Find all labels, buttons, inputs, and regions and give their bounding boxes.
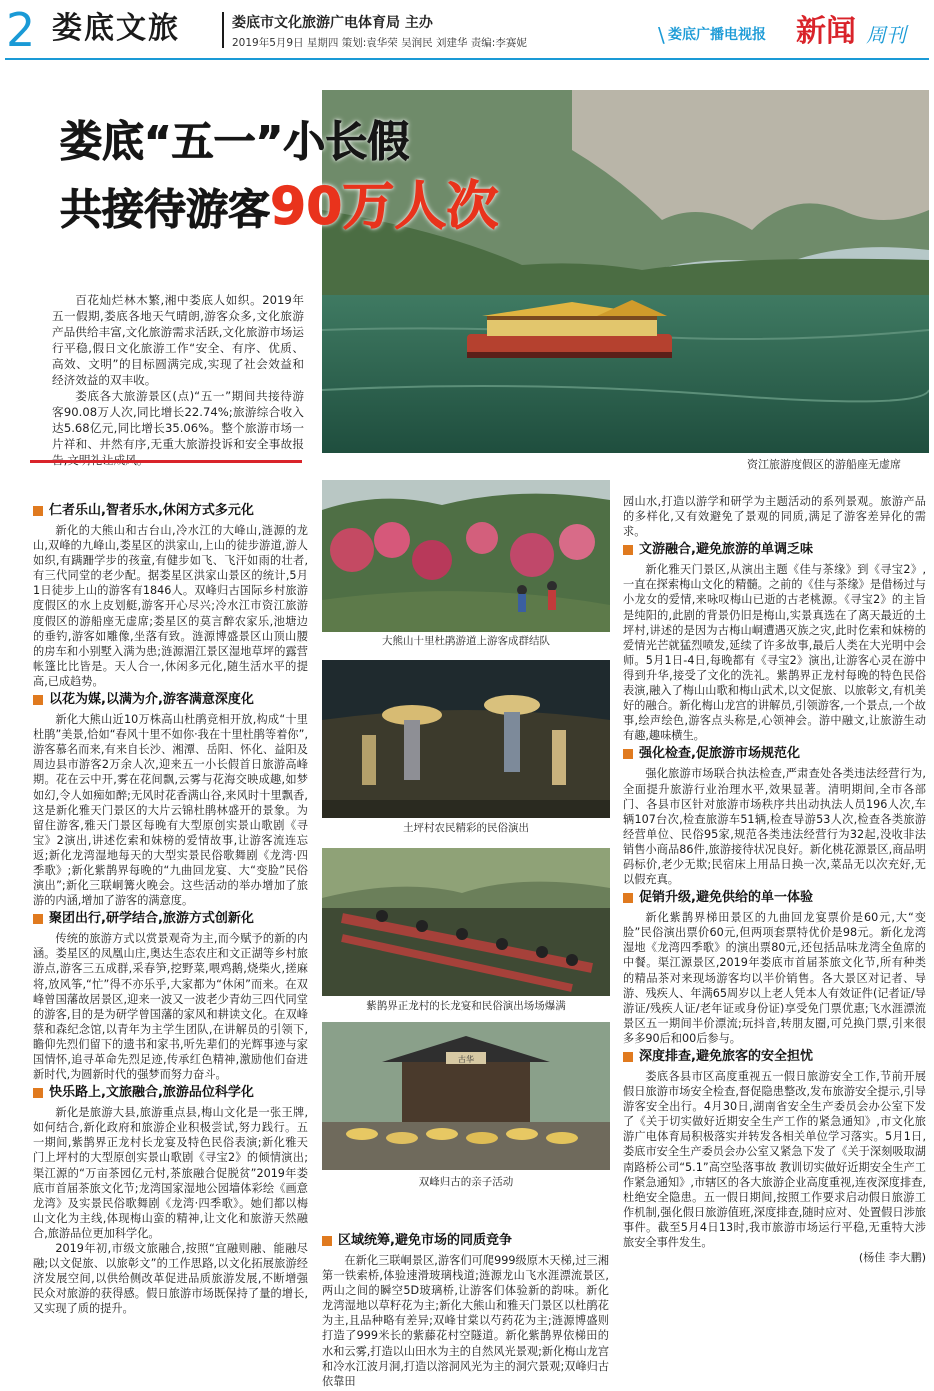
section-marker-icon — [623, 545, 633, 555]
azalea-trail-photo — [322, 480, 610, 632]
section-title-8: 促销升级,避免供给的单一体验 — [639, 890, 813, 906]
article-paragraph: 新化雅天门景区,从演出主题《佳与茶缘》到《寻宝2》,一直在探索梅山文化的精髓。之前的《佳与茶缘》是借杨过与小龙女的爱情,来咏叹梅山已逝的古老桃源。《寻宝2》的主旨是纯阳的,此剧的背景仍旧是梅山,实景真选在了离天最近的土坪村,讲述的是因为古梅山峒遭遇灭族之灾,此时仡索和妹榜的爱情光芒就猛烈喷发,延续了许多故事,最后人类在大光明中会师。5月1日-4日,每晚都有《寻宝2》演出,让游客心灵在游中得到升华,接受了文化的洗礼。紫鹊界正龙村每晚的特色民俗表演,融入了梅山山歌和梅山武术,以文促旅、以旅彰文,有机美好的融合。新化梅山龙宫的讲解员,引领游客,一个景点,一个故事,绘声绘色,游客点头称是,心领神会。游中融文,让旅游生动有趣,趣味横生。 — [623, 563, 926, 743]
photo-caption-1: 大熊山十里杜鹃游道上游客成群结队 — [382, 635, 550, 647]
page-number: 2 — [6, 3, 36, 57]
article-paragraph: 新化大熊山近10万株高山杜鹃竞相开放,构成“十里杜鹃”美景,恰如“春风十里不如你·我在十里杜鹃等着你”,游客慕名而来,有来自长沙、湘潭、岳阳、怀化、益阳及周边县市游客2万余人次,迎来五一小长假首日旅游高峰期。花在云中开,雾在花间飘,云雾与花海交映成趣,如梦如幻,令人如痴如醉;无风时花香满山谷,来风时十里飘香,这是新化雅天门景区的大片云锦杜鹃林盛开的景象。为留住游客,雅天门景区每晚有大型原创实景山歌剧《寻宝》2演出,讲述仡索和妹榜的爱情故事,让游客流连忘返;新化龙湾湿地每天的大型实景民俗歌舞剧《龙湾·四季歌》;新化紫鹊界每晚的“九曲回龙宴、大“变脸”民俗演出”;新化三联峒篝火晚会。这些活动的举办增加了旅游的内涵,增加了游客的满意度。 — [33, 713, 308, 908]
section-title-5: 区域统筹,避免市场的同质竞争 — [338, 1233, 512, 1248]
brand-name: 娄底广播电视报 — [668, 27, 766, 43]
family-activity-photo — [322, 1022, 610, 1170]
section-heading — [623, 1048, 926, 1066]
masthead-news: 新闻 — [796, 14, 856, 49]
middle-column — [322, 1230, 609, 1389]
intro-block — [52, 292, 304, 468]
section-heading — [623, 745, 926, 763]
section-marker-icon — [33, 695, 43, 705]
section-marker-icon — [33, 914, 43, 924]
intro-paragraph-2: 娄底各大旅游景区(点)“五一”期间共接待游客90.08万人次,同比增长22.74%;旅游综合收入达5.68亿元,同比增长35.06%。整个旅游市场一片祥和、井然有序,无重大旅游投诉和安全事故报 — [52, 389, 304, 451]
section-marker-icon — [33, 1088, 43, 1098]
photo-caption-3: 紫鹊界正龙村的长龙宴和民俗演出场场爆满 — [366, 1000, 566, 1012]
photo-caption-4: 双峰归古的亲子活动 — [418, 1176, 514, 1188]
section-marker-icon — [623, 893, 633, 903]
section-heading — [33, 910, 308, 928]
family-activity-photo-image — [322, 1022, 610, 1170]
section-heading — [33, 1084, 308, 1102]
headline-line-1: 娄底“五一”小长假 — [60, 117, 410, 166]
section-title-3: 聚团出行,研学结合,旅游方式创新化 — [49, 911, 254, 927]
long-dragon-feast-photo-image — [322, 848, 610, 996]
section-marker-icon — [33, 506, 43, 516]
article-paragraph: 强化旅游市场联合执法检查,严肃查处各类违法经营行为,全面提升旅游行业治理水平,效果显著。清明期间,全市各部门、各县市区针对旅游市场秩序共出动执法人员196人次,车辆107台次,检查旅游车51辆,检查导游53人次,检查各类旅游经营单位、民俗95家,规范各类违法经营行为32起,没收非法销售小商品86件,旅游接待状况良好。新化桃花源景区,商品明码标价,老少无欺;民宿床上用品日换一次,菜品无以次充好,无以假充真。 — [623, 767, 926, 887]
section-heading — [623, 889, 926, 907]
headline-line-2 — [60, 177, 660, 237]
section-heading — [623, 541, 926, 559]
section-marker-icon — [623, 749, 633, 759]
article-paragraph: 新化紫鹊界梯田景区的九曲回龙宴票价是60元,大“变脸”民俗演出票价60元,但两项套票特优价是98元。新化龙湾湿地《龙湾四季歌》的演出票80元,还包括品味龙湾全鱼席的中餐。渠江源景区,2019年娄底市首届茶旅文化节,所有种类的精品茶对来现场游客均以半价销售。各大景区对记者、导游、残疾人、年满65周岁以上老人凭本人有效证件(记者证/导游证/残疾人证/老年证或身份证)享受免门票优惠;飞水涯漂流景区五一期间半价漂流;玩抖音,转朋友圈,可兑换门票,引来很多多90后和00后参与。 — [623, 911, 926, 1045]
hero-caption: 资江旅游度假区的游船座无虚席 — [747, 458, 901, 471]
brand-slash-icon: \ — [658, 23, 665, 47]
section-title-6: 文游融合,避免旅游的单调乏味 — [639, 542, 813, 558]
article-paragraph: 新化是旅游大县,旅游重点县,梅山文化是一张王牌,如何结合,新化政府和旅游企业积极尝试,努力践行。五一期间,紫鹊界正龙村长龙宴及特色民俗表演;新化雅天门上坪村的大型原创实景山歌剧《寻宝2》的倾情演出;渠江源的“万亩茶园亿元村,茶旅融合促脱贫”2019年娄底市首届茶旅文化节;龙湾国家湿地公园墙体彩绘《画意龙湾》及实景民俗歌舞剧《龙湾·四季歌》。她们都以梅山文化为主线,体现梅山蛮的精神,让文化和旅游天然融合,旅游品位更加科学化。 — [33, 1106, 308, 1240]
right-column — [623, 494, 926, 1265]
article-paragraph: 新化的大熊山和古台山,冷水江的大峰山,涟源的龙山,双峰的九峰山,娄星区的洪家山,上山的徒步游道,游人如织,有蹒跚学步的孩童,有健步如飞、飞汗如雨的壮者,有三代同堂的老少配。据娄星区洪家山景区的统计,5月1日徒步上山的游客有1846人。双峰归古国际乡村旅游度假区的水上皮划艇,游客开心尽兴;冷水江市资江旅游度假区的游船座无虚席;娄星区的莫言醉农家乐,池塘边的垂钓,游客如雕像,坐落有致。涟源博盛景区山顶山腰的房车和小别墅入满为患;涟源湄江景区湿地草坪的露营帐篷比比皆是。天人合一,休闲多元化,随生活水平的提高,已成趋势。 — [33, 524, 308, 688]
folk-performance-photo — [322, 660, 610, 818]
article-paragraph: 娄底各县市区高度重视五一假日旅游安全工作,节前开展假日旅游市场安全检查,督促隐患整改,发布旅游安全提示,引导游客安全出行。4月30日,湖南省安全生产委员会办公室下发了《关于切实做好近期安全生产工作的紧急通知》,市文化旅游广电体育局积极落实并转发各相关单位学习落实。5月1日,娄底市安全生产委员会办公室又紧急下发了《关于深刻吸取湖南路桥公司“5.1”高空坠落事故 教训切实做好近期安全生产工作紧急通知》,市辖区的各大旅游企业高度重视,连夜深度排查,杜绝安全隐患。五一假日期间,按照工作要求启动假日旅游工作机制,强化假日旅游值班,深度排查,随时应对、处置假日涉旅事件。截至5月4日13时,我市旅游市场运行平稳,无重特大涉旅安全事件发生。 — [623, 1070, 926, 1250]
article-paragraph: 传统的旅游方式以赏景观奇为主,而今赋予的新的内涵。娄星区的凤凰山庄,奥达生态农庄和文正湖等乡村旅游点,游客三五成群,采春笋,挖野菜,喂鸡鹅,烧柴火,搓麻将,放风筝,“忙”得不亦乐乎,大家都为“休闲”而来。在双峰曾国藩故居景区,迎来一波又一波老少青幼三四代同堂的游客,目的是为研学曾国藩的家风和耕读文化。在双峰蔡和森纪念馆,以青年为主学生团队,在讲解员的引领下,瞻仰先烈们留下的遗书和家书,听先辈们的光辉事迹与家国情怀,追寻革命先烈足迹,传承红色精神,激励他们奋进新时代,为圆新时代的强梦而努力奋斗。 — [33, 932, 308, 1082]
author-byline: (杨佳 李大鹏) — [858, 1251, 926, 1265]
masthead-weekly: 周刊 — [866, 23, 906, 47]
section-heading — [33, 691, 308, 709]
headline-highlight: 90万人次 — [270, 177, 499, 237]
section-title-4: 快乐路上,文旅融合,旅游品位科学化 — [49, 1085, 254, 1101]
section-title-1: 仁者乐山,智者乐水,休闲方式多元化 — [49, 503, 254, 518]
host-organization: 娄底市文化旅游广电体育局 主办 — [232, 15, 433, 31]
long-dragon-feast-photo — [322, 848, 610, 996]
intro-paragraph-1: 百花灿烂林木繁,湘中娄底人如织。2019年五一假期,娄底各地天气晴朗,游客众多,文化旅游产品供给丰富,文化旅游需求活跃,文化旅游市场运行平稳,假日文化旅游工作“安全、有序、优质、高效、文明”的目标圆满完成,实现了社会效益和经济效益的双丰收。 — [52, 293, 304, 387]
gate-sign-text: 古华 — [458, 1055, 474, 1064]
headline-line-2-prefix: 共接待游客 — [60, 185, 271, 234]
article-paragraph: 2019年初,市级文旅融合,按照“宜融则融、能融尽融;以文促旅、以旅彰文”的工作思路,以文化拓展旅游经济发展空间,以供给侧改革促进品质旅游发展,不断增强民众对旅游的获得感。假日旅游市场既保持了量的增长,又实现了质的提升。 — [33, 1242, 308, 1316]
left-column — [33, 500, 308, 1317]
section-marker-icon — [623, 1052, 633, 1062]
azalea-trail-photo-image — [322, 480, 610, 632]
section-heading — [33, 502, 308, 520]
section-marker-icon — [322, 1236, 332, 1246]
intro-rule — [30, 460, 302, 463]
photo-caption-2: 土坪村农民精彩的民俗演出 — [403, 822, 529, 834]
main-headline — [60, 116, 660, 237]
section-title-7: 强化检查,促旅游市场规范化 — [639, 746, 800, 762]
issue-credits: 2019年5月9日 星期四 策划:袁华荣 吴润民 刘建华 责编:李赛妮 — [232, 37, 527, 49]
article-paragraph: 在新化三联峒景区,游客们可爬999级原木天梯,过三湘第一铁索桥,体验速滑玻璃栈道;涟源龙山飞水涯漂流景区,两山之间的瞬空5D玻璃桥,让游客们体验新的韵味。新化龙湾湿地以草籽花为主;新化大熊山和雅天门景区以杜鹃花为主,且品种略有差异;双峰甘棠以芍药花为主;涟源博盛则打造了999米长的紫藤花村空隧道。新化紫鹊界依梯田的水和云雾,打造以山田水为主的自然风光景观;新化梅山龙宫和冷水江波月洞,打造以溶洞风光为主的洞穴景观;双峰归古依靠田 — [322, 1254, 610, 1388]
folk-performance-photo-image — [322, 660, 610, 818]
section-title: 娄底文旅 — [52, 11, 180, 46]
header-divider — [222, 12, 224, 48]
section-heading — [322, 1232, 609, 1250]
article-paragraph-continued: 园山水,打造以游学和研学为主题活动的系列景观。旅游产品的多样化,又有效避免了景观的同质,满足了游客差异化的需求。 — [623, 495, 926, 539]
section-title-9: 深度排查,避免旅客的安全担忧 — [639, 1049, 813, 1064]
header-rule — [5, 58, 929, 60]
section-title-2: 以花为媒,以满为介,游客满意深度化 — [49, 692, 254, 708]
